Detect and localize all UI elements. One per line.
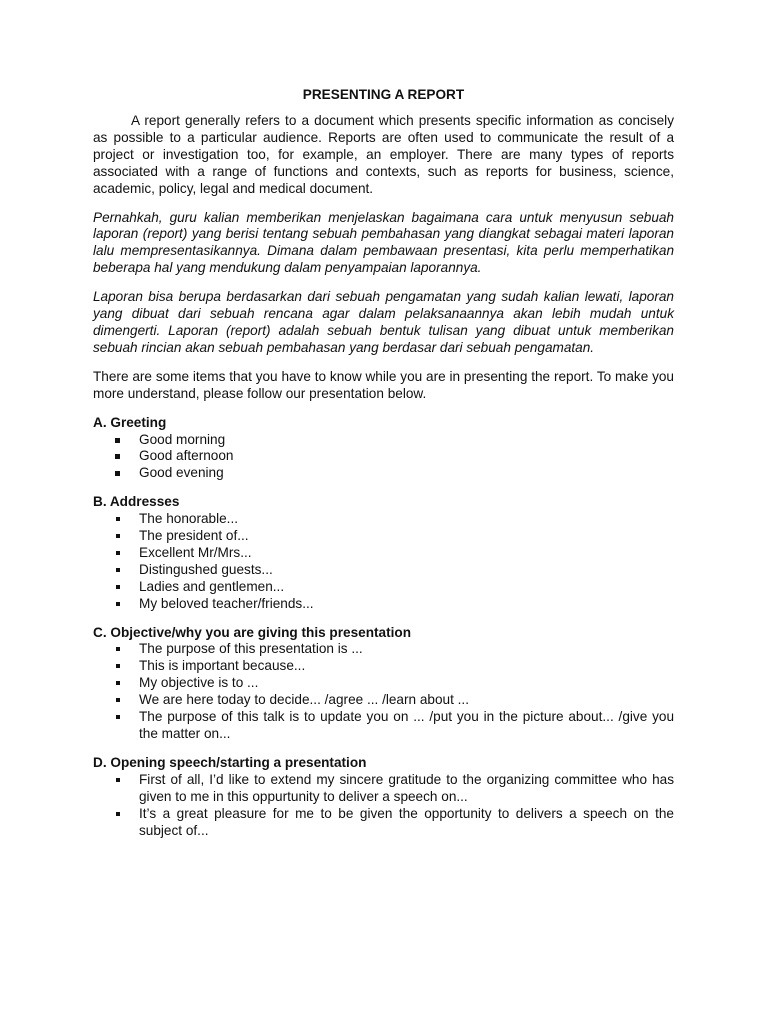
square-bullet-icon: [116, 664, 120, 668]
list-item: My beloved teacher/friends...: [93, 596, 674, 613]
opening-speech-list: [93, 772, 674, 840]
section-heading: C. Objective/why you are giving this presentation: [93, 624, 412, 640]
list-item: We are here today to decide... /agree ... /learn about ...: [93, 692, 674, 709]
list-item: The honorable...: [93, 511, 674, 528]
list-item: This is important because...: [93, 658, 674, 675]
square-bullet-icon: [116, 715, 120, 719]
section-addresses: [93, 494, 674, 612]
section-heading: D. Opening speech/starting a presentation: [93, 754, 367, 770]
instructions-paragraph: There are some items that you have to know while you are in presenting the report. To make you more understand, please follow our presentation below.: [93, 368, 674, 401]
list-item: The president of...: [93, 528, 674, 545]
indonesian-paragraph-2: Laporan bisa berupa berdasarkan dari sebuah pengamatan yang sudah kalian lewati, laporan yang dibuat dari sebuah rencana agar dalam pelaksanaannya akan lebih mudah untuk dimengerti. Laporan (report) adalah sebuah bentuk tulisan yang dibuat untuk memberikan sebuah rincian akan sebuah pembahasan yang berdasar dari sebuah pengamatan.: [93, 289, 674, 355]
section-heading: A. Greeting: [93, 414, 167, 430]
square-bullet-icon: [115, 471, 120, 476]
list-item: Ladies and gentlemen...: [93, 579, 674, 596]
list-item: Good afternoon: [93, 448, 674, 465]
list-item: The purpose of this presentation is ...: [93, 641, 674, 658]
page-title: PRESENTING A REPORT: [302, 87, 465, 102]
square-bullet-icon: [116, 681, 120, 685]
list-item: Good morning: [93, 432, 674, 449]
square-bullet-icon: [116, 585, 120, 589]
section-heading: B. Addresses: [93, 494, 180, 510]
square-bullet-icon: [116, 647, 120, 651]
list-item: Distingushed guests...: [93, 562, 674, 579]
list-item: First of all, I’d like to extend my sincere gratitude to the organizing committee who has given to me in this oppurtunity to deliver a speech on...: [93, 772, 674, 806]
section-objective: [93, 625, 674, 743]
square-bullet-icon: [116, 812, 120, 816]
list-item: Excellent Mr/Mrs...: [93, 545, 674, 562]
list-item: Good evening: [93, 465, 674, 482]
greeting-list: [93, 432, 674, 483]
square-bullet-icon: [116, 602, 120, 606]
list-item: The purpose of this talk is to update you on ... /put you in the picture about... /give you the matter on...: [93, 709, 674, 743]
document-body: [93, 86, 674, 839]
square-bullet-icon: [116, 534, 120, 538]
indonesian-paragraph-1: Pernahkah, guru kalian memberikan menjelaskan bagaimana cara untuk menyusun sebuah laporan (report) yang berisi tentang sebuah pembahasan yang diangkat sebagai materi laporan lalu mempresentasikannya. Dimana dalam pembawaan presentasi, kita perlu memperhatikan beberapa hal yang mendukung dalam penyampaian laporannya.: [93, 209, 674, 276]
objective-list: [93, 641, 674, 742]
square-bullet-icon: [116, 568, 120, 572]
list-item: My objective is to ...: [93, 675, 674, 692]
square-bullet-icon: [116, 551, 120, 555]
square-bullet-icon: [116, 778, 120, 782]
list-item: It’s a great pleasure for me to be given the opportunity to delivers a speech on the subject of...: [93, 806, 674, 840]
addresses-list: [93, 511, 674, 612]
square-bullet-icon: [115, 454, 120, 459]
section-opening-speech: [93, 755, 674, 840]
square-bullet-icon: [116, 517, 120, 521]
intro-paragraph: A report generally refers to a document which presents specific information as concisely as possible to a particular audience. Reports are often used to communicate the result of a project or investigation too, for example, an employer. There are many types of reports associated with a range of functions and contexts, such as reports for business, science, academic, policy, legal and medical document.: [93, 113, 674, 196]
square-bullet-icon: [116, 698, 120, 702]
section-greeting: [93, 415, 674, 483]
square-bullet-icon: [115, 438, 120, 443]
